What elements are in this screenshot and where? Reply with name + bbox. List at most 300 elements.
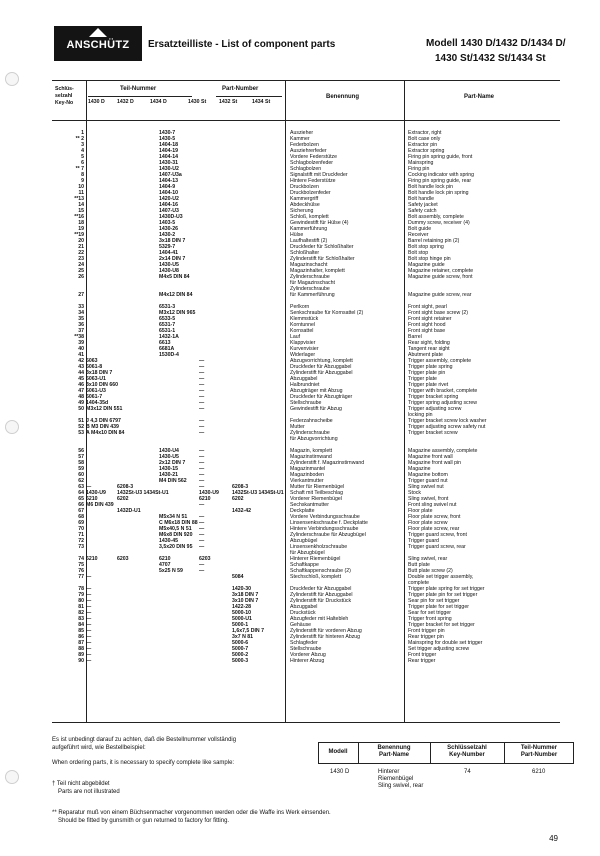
part-name-cell: Magazine (408, 466, 431, 472)
part-name-cell: Magazine front wall pin (408, 460, 462, 466)
benennung-cell: Hülse (290, 232, 304, 238)
example-model-value: 1430 D (330, 769, 350, 775)
key-number: 87 (78, 640, 84, 646)
part-no-1432st: 3x18 DIN 7 (232, 592, 259, 598)
model-1430d-header: 1430 D (88, 99, 105, 105)
part-name-cell: Front sight base (408, 328, 446, 334)
key-number: 8 (81, 172, 84, 178)
model-1432d-header: 1432 D (117, 99, 134, 105)
part-no-1432d: 6203 (117, 556, 129, 562)
part-name-cell: Trigger with bracket, complete (408, 388, 478, 394)
benennung-cell: Abzugträger mit Abzug (290, 388, 343, 394)
part-no-1430st: — (199, 358, 205, 364)
benennung-cell: Widerlager (290, 352, 316, 358)
benennung-cell: Magazinschacht (290, 262, 328, 268)
key-number: 35 (78, 316, 84, 322)
column-divider (285, 80, 286, 722)
teil-nummer-header: Teil-Nummer (120, 86, 157, 92)
table-bottom-rule (52, 722, 560, 723)
part-name-cell: locking pin (408, 412, 433, 418)
benennung-cell: Stellschraube (290, 400, 322, 406)
part-no-1432st: 6208-3 (232, 484, 249, 490)
part-no-1430d: 5063-U1 (86, 376, 106, 382)
part-no-1434d: 2x12 DIN 7 (159, 460, 186, 466)
part-name-cell: Trigger assembly, complete (408, 358, 472, 364)
part-no-1434d: 1430-U4 (159, 448, 179, 454)
part-name-cell: Firing pin (408, 166, 430, 172)
part-name-cell: Trigger bracket for set trigger (408, 622, 475, 628)
benennung-cell: Zylinderstift für vorderen Abzug (290, 628, 362, 634)
benennung-cell: Hintere Federstütze (290, 178, 336, 184)
part-name-cell: Trigger plate pin for set trigger (408, 592, 478, 598)
benennung-cell: Senkschraube für Kornsattel (2) (290, 310, 364, 316)
part-no-1434d: 1430-7 (159, 130, 176, 136)
benennung-cell: Federzahnscheibe (290, 418, 333, 424)
document-title: Ersatzteilliste - List of component parts (148, 39, 336, 50)
example-name-value: Hinterer Riemenbügel Sling swivel, rear (378, 769, 424, 789)
key-number: **38 (74, 334, 84, 340)
part-name-cell: Floor plate (408, 508, 433, 514)
benennung-cell: Gewindestift für Abzug (290, 406, 342, 412)
key-number: 79 (78, 592, 84, 598)
part-number-header: Part-Number (222, 86, 259, 92)
benennung-cell: Kammer (290, 136, 310, 142)
benennung-cell: Klappvisier (290, 340, 316, 346)
part-no-1434d: M4x5 DIN 84 (159, 274, 190, 280)
key-number: 26 (78, 274, 84, 280)
part-name-cell: Sear pin for set trigger (408, 598, 460, 604)
part-name-cell: Bolt assembly, complete (408, 214, 464, 220)
part-no-1430d: — (86, 652, 92, 658)
part-no-1432st: 5000-10 (232, 610, 252, 616)
part-name-cell: Trigger guard (408, 538, 439, 544)
benennung-cell: Halbrundniet (290, 382, 320, 388)
key-number: 23 (78, 256, 84, 262)
part-no-1432st: 5000-U1 (232, 616, 252, 622)
part-no-1430st: — (199, 526, 205, 532)
key-number: 48 (78, 394, 84, 400)
part-no-1430d: — (86, 628, 92, 634)
part-no-1430d: 1430-U9 (86, 490, 106, 496)
part-no-1434d: M4x12 DIN 84 (159, 292, 193, 298)
benennung-cell: Zylinderschraube (290, 286, 330, 292)
part-name-cell: Trigger plate pin (408, 370, 446, 376)
key-number: 66 (78, 502, 84, 508)
key-number: 53 (78, 430, 84, 436)
part-name-cell: Bolt stop spring (408, 244, 444, 250)
part-no-1434d: 2x14 DIN 7 (159, 256, 186, 262)
page-number: 49 (549, 834, 558, 843)
key-number: 83 (78, 616, 84, 622)
key-number: 57 (78, 454, 84, 460)
benennung-cell: Abzuggabel (290, 376, 318, 382)
part-name-cell: Trigger guard screw, front (408, 532, 467, 538)
key-number: 51 (78, 418, 84, 424)
benennung-cell: Stechschloß, komplett (290, 574, 342, 580)
part-name-cell: Bolt guide (408, 226, 432, 232)
part-name-cell: Receiver (408, 232, 429, 238)
part-name-cell: Extractor spring (408, 148, 445, 154)
key-number: 71 (78, 532, 84, 538)
gunsmith-note: ** Reparatur muß von einem Büchsenmacher vorgenommen werden oder die Waffe ins Werk einsenden. Should be fitted by gunsmith or gun returned to factory for fitting. (52, 810, 331, 824)
benennung-cell: Schloßhalter (290, 250, 320, 256)
part-name-cell: Trigger bracket spring (408, 394, 459, 400)
part-no-1430st: — (199, 520, 205, 526)
key-number: 65 (78, 496, 84, 502)
part-name-cell: Bolt case only (408, 136, 441, 142)
benennung-cell: Perlkorn (290, 304, 310, 310)
part-no-1434d: 5329-7 (159, 244, 176, 250)
part-no-1430d: — (86, 622, 92, 628)
benennung-cell: Druckbolzenfeder (290, 190, 331, 196)
part-no-1434d: 1430-2 (159, 232, 176, 238)
binder-hole (5, 72, 19, 86)
part-name-cell: Sear for set trigger (408, 610, 451, 616)
benennung-cell: Klemmstück (290, 316, 319, 322)
part-name-cell: Trigger plate spring (408, 364, 453, 370)
part-no-1432st: 5000-6 (232, 640, 249, 646)
part-no-1434d: 1430-U5 (159, 262, 179, 268)
logo-chevron-icon (89, 28, 107, 37)
benennung-cell: Vierkantmutter (290, 478, 324, 484)
benennung-cell: Vordere Federstütze (290, 154, 338, 160)
teil-underline (88, 96, 192, 97)
example-part-value: 6210 (532, 769, 546, 775)
part-no-1434d: 6531-1 (159, 328, 176, 334)
benennung-cell: Druckstück (290, 610, 316, 616)
key-number: 73 (78, 544, 84, 550)
part-no-1434d: 1404-9 (159, 184, 176, 190)
key-number: ** 2 (75, 136, 84, 142)
model-1434d-header: 1434 D (150, 99, 167, 105)
part-no-1432st: 5000-1 (232, 622, 249, 628)
key-number: 77 (78, 574, 84, 580)
benennung-cell: Vorderer Riemenbügel (290, 496, 342, 502)
key-number: 19 (78, 226, 84, 232)
key-number: 45 (78, 376, 84, 382)
not-illustrated-note: † Teil nicht abgebildet Parts are not illustrated (52, 781, 120, 795)
part-no-1434d: M4 DIN 562 (159, 478, 187, 484)
benennung-cell: Korntunnel (290, 322, 316, 328)
key-number: **13 (74, 196, 84, 202)
part-no-1430st: — (199, 532, 205, 538)
part-no-1430st: — (199, 400, 205, 406)
part-no-1432st: 1432-42 (232, 508, 252, 514)
part-no-1430st: — (199, 430, 205, 436)
part-no-1434d: 1404-10 (159, 190, 179, 196)
part-no-1430d: 5063 (86, 358, 98, 364)
part-no-1430st: — (199, 538, 205, 544)
part-no-1434d: 6533-5 (159, 316, 176, 322)
part-no-1434d: 1404-14 (159, 154, 179, 160)
part-no-1430d: — (86, 646, 92, 652)
part-no-1430st: — (199, 544, 205, 550)
key-number: 63 (78, 484, 84, 490)
key-number: 76 (78, 568, 84, 574)
part-no-1434d: C M6x18 DIN 88 (159, 520, 198, 526)
part-no-1430d: 5061-U3 (86, 388, 106, 394)
part-name-cell: Trigger plate spring for set trigger (408, 586, 485, 592)
part-no-1430st: — (199, 460, 205, 466)
key-number: 37 (78, 328, 84, 334)
part-no-1430st: — (199, 448, 205, 454)
part-name-cell: Floor plate screw, front (408, 514, 461, 520)
key-number: 85 (78, 628, 84, 634)
benennung-cell: Zylinderstift für Abzuggabel (290, 592, 353, 598)
benennung-cell: Magazinboden (290, 472, 325, 478)
key-number: 9 (81, 178, 84, 184)
key-number: 89 (78, 652, 84, 658)
part-no-1430d: — (86, 586, 92, 592)
benennung-cell: Gehäuse (290, 622, 312, 628)
part-no-1430st: — (199, 406, 205, 412)
key-number: 34 (78, 310, 84, 316)
part-no-1430d: A M4x10 DIN 84 (86, 430, 125, 436)
part-name-cell: Rear trigger (408, 658, 436, 664)
part-no-1432d: 1432D-U1 (117, 508, 141, 514)
benennung-cell: Signalstift mit Druckfeder (290, 172, 348, 178)
part-name-cell: Trigger plate rivet (408, 382, 449, 388)
part-no-1430st: — (199, 418, 205, 424)
anschutz-logo (54, 26, 142, 61)
part-no-1432st: 5000-7 (232, 646, 249, 652)
part-name-cell: Bolt stop (408, 250, 429, 256)
part-no-1434d: 1430-U8 (159, 268, 179, 274)
part-no-1434d: 6531-3 (159, 304, 176, 310)
part-no-1434d: 3,5x20 DIN 95 (159, 544, 193, 550)
part-no-1434d: 6613 (159, 340, 171, 346)
benennung-cell: für Abzugbügel (290, 550, 325, 556)
benennung-cell: Kurvenvisier (290, 346, 319, 352)
part-no-1430st: — (199, 382, 205, 388)
part-no-1432st: 5000-2 (232, 652, 249, 658)
part-no-1434d: 6531-7 (159, 322, 176, 328)
benennung-cell: Hinterer Riemenbügel (290, 556, 341, 562)
part-no-1434d: 3x18 DIN 7 (159, 238, 186, 244)
part-no-1434d: 1404-13 (159, 178, 179, 184)
part-no-1430d: M6 DIN 439 (86, 502, 114, 508)
benennung-cell: Linsensenkholzschraube (290, 544, 348, 550)
model-1430st-header: 1430 St (188, 99, 207, 105)
key-number: ** 7 (75, 166, 84, 172)
table-header-rule (52, 120, 560, 121)
key-number: 3 (81, 142, 84, 148)
part-no-1434d: 1407-U3 (159, 208, 179, 214)
benennung-cell: Linsensenkschraube f. Deckplatte (290, 520, 368, 526)
benennung-cell: Druckfeder für Abzugträger (290, 394, 353, 400)
part-no-1430d: — (86, 604, 92, 610)
part-no-1430st: — (199, 376, 205, 382)
benennung-cell: Druckfeder für Abzuggabel (290, 364, 352, 370)
key-number: 22 (78, 250, 84, 256)
part-name-cell: Abutment plate (408, 352, 443, 358)
benennung-cell: Zylinderschraube (290, 430, 330, 436)
part-no-1430st: — (199, 502, 205, 508)
part-name-cell: Magazine bottom (408, 472, 448, 478)
part-no-1434d: 1404-18 (159, 142, 179, 148)
part-no-1430d: 1404-35d (86, 400, 109, 406)
part-name-cell: Stock (408, 490, 421, 496)
benennung-cell: Kammergriff (290, 196, 319, 202)
part-no-1434d: 1530D-4 (159, 352, 179, 358)
benennung-cell: Gewindestift für Hülse (4) (290, 220, 349, 226)
part-name-cell: Trigger guard screw, rear (408, 544, 466, 550)
part-name-cell: Magazine assembly, complete (408, 448, 478, 454)
part-name-cell: Magazine front wall (408, 454, 453, 460)
benennung-cell: Mutter (290, 424, 305, 430)
key-number: 27 (78, 292, 84, 298)
part-no-1434d: M3x12 DIN 965 (159, 310, 196, 316)
benennung-cell: Zylinderstift für Druckstück (290, 598, 352, 604)
benennung-cell: Zylinderstift für Schloßhalter (290, 256, 355, 262)
part-no-1430d: M3x12 DIN 551 (86, 406, 123, 412)
binder-hole (5, 420, 19, 434)
benennung-cell: Hintere Verbindungsschraube (290, 526, 359, 532)
part-name-cell: Front trigger (408, 652, 437, 658)
key-number: 67 (78, 508, 84, 514)
part-name-cell: Trigger plate (408, 376, 437, 382)
part-name-cell: Front sight retainer (408, 316, 452, 322)
part-no-1434d: M5x40,5 N 51 (159, 526, 192, 532)
part-no-1432st: 1420-30 (232, 586, 252, 592)
part-no-1434d: 1430-26 (159, 226, 179, 232)
part-name-cell: Rear sight, folding (408, 340, 450, 346)
part-no-1430d: 3x18 DIN 7 (86, 370, 113, 376)
part-no-1434d: M5x34 N 51 (159, 514, 188, 520)
benennung-cell: Schloß, komplett (290, 214, 329, 220)
key-number: **16 (74, 214, 84, 220)
key-number: 5 (81, 154, 84, 160)
key-number: 18 (78, 220, 84, 226)
part-no-1432d: 6208-3 (117, 484, 134, 490)
part-name-cell: Extractor pin (408, 142, 438, 148)
part-no-1434d: 1403-5 (159, 220, 176, 226)
part-no-1432st: 1432St-U3 1434St-U1 (232, 490, 284, 496)
key-number: 81 (78, 604, 84, 610)
part-no-1430st: — (199, 388, 205, 394)
benennung-cell: Sechskantmutter (290, 502, 329, 508)
part-name-cell: Bolt stop hinge pin (408, 256, 451, 262)
key-number: 86 (78, 634, 84, 640)
benennung-cell: Vordere Verbindungsschraube (290, 514, 360, 520)
benennung-cell: Magazinmantel (290, 466, 326, 472)
key-number: 21 (78, 244, 84, 250)
part-name-cell: Bolt handle lock pin spring (408, 190, 469, 196)
benennung-cell: Schaftkappenschraube (2) (290, 568, 351, 574)
key-number: 75 (78, 562, 84, 568)
part-name-cell: Cocking indicator with spring (408, 172, 475, 178)
part-name-cell: Sling swivel, front (408, 496, 449, 502)
part-no-1432st: 5084 (232, 574, 244, 580)
part-no-1432d: 1432St-U3 1434St-U1 (117, 490, 169, 496)
part-name-cell: Trigger plate for set trigger (408, 604, 469, 610)
part-name-cell: Trigger front spring (408, 616, 452, 622)
benennung-header: Benennung (326, 94, 359, 100)
part-no-1434d: 1430-U5 (159, 454, 179, 460)
part-no-1430st: — (199, 394, 205, 400)
part-no-1430st: — (199, 454, 205, 460)
benennung-cell: Abzuggabel (290, 604, 318, 610)
benennung-cell: Lauf (290, 334, 301, 340)
benennung-cell: Schaft mit Teilbeschlag (290, 490, 343, 496)
part-name-cell: Front sight base screw (2) (408, 310, 468, 316)
part-no-1434d: 1430-5 (159, 136, 176, 142)
key-number: 56 (78, 448, 84, 454)
benennung-cell: Zylinderstift für hinteren Abzug (290, 634, 361, 640)
key-number: 47 (78, 388, 84, 394)
benennung-cell: Zylinderstift f. Magazinstirnwand (290, 460, 365, 466)
part-no-1434d: 1430-15 (159, 466, 179, 472)
part-name-cell: Trigger spring adjusting screw (408, 400, 478, 406)
benennung-cell: Druckbolzen (290, 184, 319, 190)
part-name-cell: Butt plate screw (2) (408, 568, 453, 574)
part-no-1432st: 5000-3 (232, 658, 249, 664)
benennung-cell: Deckplatte (290, 508, 315, 514)
part-no-1430st: — (199, 478, 205, 484)
part-no-1430d: — (86, 592, 92, 598)
part-no-1432st: 1422-28 (232, 604, 252, 610)
key-number: 41 (78, 352, 84, 358)
part-no-1430st: — (199, 466, 205, 472)
part-name-cell: Extractor, right (408, 130, 442, 136)
key-number: 74 (78, 556, 84, 562)
part-name-cell: Tangent rear sight (408, 346, 450, 352)
key-number: 60 (78, 472, 84, 478)
key-number: 6 (81, 160, 84, 166)
part-no-1434d: 6681A (159, 346, 175, 352)
part-name-cell: Safety catch (408, 208, 437, 214)
benennung-cell: Magazin, komplett (290, 448, 333, 454)
key-number: 70 (78, 526, 84, 532)
key-number: 64 (78, 490, 84, 496)
part-no-1430st: — (199, 562, 205, 568)
part-no-1434d: 1404-16 (159, 202, 179, 208)
benennung-cell: Sicherung (290, 208, 314, 214)
part-no-1430d: 5061-8 (86, 364, 103, 370)
part-name-cell: Barrel (408, 334, 422, 340)
part-name-cell: Set trigger adjusting screw (408, 646, 470, 652)
part-name-cell: Trigger bracket screw (408, 430, 458, 436)
key-number: 36 (78, 322, 84, 328)
part-no-1430d: — (86, 658, 92, 664)
part-no-1434d: 1430-31 (159, 160, 179, 166)
key-number: 1 (81, 130, 84, 136)
key-number: 58 (78, 460, 84, 466)
benennung-cell: Hinterer Abzug (290, 658, 325, 664)
benennung-cell: Zylinderstift für Abzuggabel (290, 370, 353, 376)
benennung-cell: Kornsattel (290, 328, 314, 334)
ordering-note-de: Es ist unbedingt darauf zu achten, daß die Bestellnummer vollständig aufgeführt wird, wie Bestellbeispiel: (52, 737, 237, 751)
key-number: 42 (78, 358, 84, 364)
benennung-cell: für Abzugvorrichtung (290, 436, 338, 442)
part-no-1434d: 1407-U3a (159, 172, 182, 178)
part-name-cell: Barrel retaining pin (2) (408, 238, 460, 244)
part-no-1434d: 1430-45 (159, 538, 179, 544)
part-no-1432st: 3x7 N 81 (232, 634, 254, 640)
example-name-header: Benennung Part-Name (377, 745, 411, 758)
example-key-value: 74 (464, 769, 471, 775)
benennung-cell: Abzugfeder mit Haltebleh (290, 616, 349, 622)
part-name-cell: Butt plate (408, 562, 430, 568)
benennung-cell: Schaftkappe (290, 562, 319, 568)
benennung-cell: Laufhaltestift (2) (290, 238, 328, 244)
key-number: 80 (78, 598, 84, 604)
part-name-cell: Firing pin spring guide, front (408, 154, 473, 160)
benennung-cell: Abzugbügel (290, 538, 318, 544)
example-model-header: Modell (328, 749, 348, 755)
part-name-cell: Magazine guide (408, 262, 445, 268)
key-number: 44 (78, 370, 84, 376)
